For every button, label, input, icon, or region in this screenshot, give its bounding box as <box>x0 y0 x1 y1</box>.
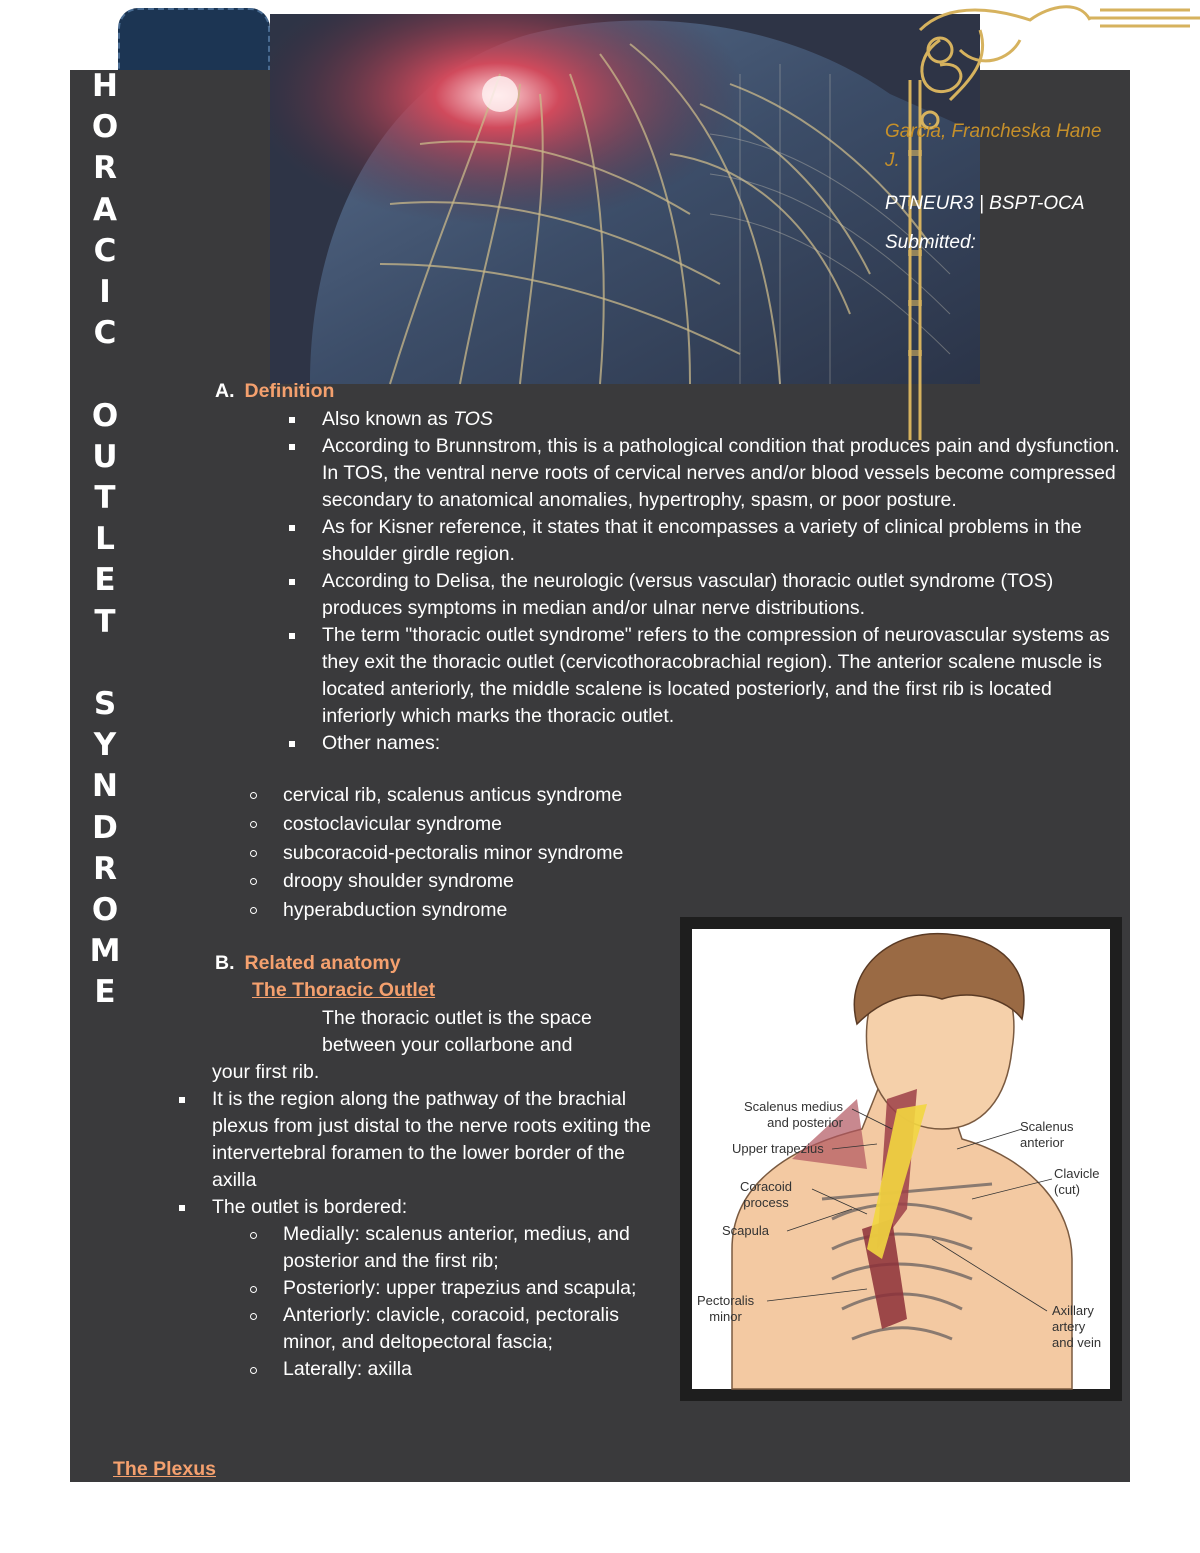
thoracic-outlet-illustration <box>692 929 1110 1389</box>
author-block <box>885 117 1110 240</box>
author-name: Garcia, Francheska Hane J. <box>885 121 1102 171</box>
border-item: Posteriorly: upper trapezius and scapula; <box>283 1275 653 1302</box>
other-name-item: droopy shoulder syndrome <box>283 867 703 896</box>
thoracic-outlet-subheading: The Thoracic Outlet <box>252 979 436 1001</box>
definition-item: According to Delisa, the neurologic (versus vascular) thoracic outlet syndrome (TOS) produces symptoms in median and/or ulnar nerve distributions. <box>322 568 1127 622</box>
outlet-region-item: It is the region along the pathway of the brachial plexus from just distal to the nerve roots exiting the intervertebral foramen to the lower border of the axilla <box>212 1086 652 1194</box>
label-scalenus-medius: Scalenus medius and posterior <box>744 1099 843 1130</box>
section-b-letter: B. <box>215 952 235 974</box>
label-clavicle: Clavicle (cut) <box>1054 1166 1100 1197</box>
label-axillary: Axillary artery and vein <box>1052 1303 1102 1350</box>
section-a-heading <box>215 380 334 403</box>
definition-item: Other names: <box>322 730 1127 757</box>
label-scapula: Scapula <box>722 1223 769 1238</box>
outlet-line: The thoracic outlet is the space <box>322 1007 592 1029</box>
section-a-title: Definition <box>244 380 335 402</box>
figure-canvas <box>692 929 1110 1389</box>
border-item: Medially: scalenus anterior, medius, and posterior and the first rib; <box>283 1221 653 1275</box>
label-pectoralis-minor: Pectoralis minor <box>697 1293 755 1324</box>
label-upper-trapezius: Upper trapezius <box>732 1141 824 1156</box>
border-item: Laterally: axilla <box>283 1356 653 1383</box>
hero-nerve-illustration <box>270 14 980 384</box>
section-b-title: Related anatomy <box>244 952 401 974</box>
outlet-bordered-item: The outlet is bordered: <box>212 1194 652 1221</box>
submitted-label <box>885 228 1110 240</box>
definition-item: The term "thoracic outlet syndrome" refers to the compression of neurovascular systems as they exit the thoracic outlet (cervicothoracobrachial region). The anterior scalene muscle is located anteriorly, the middle scalene is located posteriorly, and the first rib is located inferiorly which marks the thoracic outlet. <box>322 622 1127 730</box>
other-name-item: subcoracoid-pectoralis minor syndrome <box>283 839 703 868</box>
other-name-item: hyperabduction syndrome <box>283 896 703 925</box>
outlet-line: between your collarbone and <box>322 1034 573 1056</box>
plexus-heading: The Plexus <box>113 1458 216 1480</box>
definition-item: Also known as TOS <box>322 406 1127 433</box>
definition-list <box>322 406 1127 757</box>
label-scalenus-anterior: Scalenus anterior <box>1020 1119 1074 1150</box>
outlet-definition <box>322 1005 682 1059</box>
section-a-letter: A. <box>215 380 235 402</box>
label-coracoid: Coracoid process <box>740 1179 793 1210</box>
vertical-document-title: H O R A C I C O U T L E T S Y N D R O M E <box>89 68 121 1011</box>
border-item: Anteriorly: clavicle, coracoid, pectoralis minor, and deltopectoral fascia; <box>283 1302 653 1356</box>
definition-item: As for Kisner reference, it states that it encompasses a variety of clinical problems in the shoulder girdle region. <box>322 514 1127 568</box>
section-b-heading <box>215 952 401 975</box>
other-names-list <box>283 781 703 925</box>
other-name-item: cervical rib, scalenus anticus syndrome <box>283 781 703 810</box>
thoracic-outlet-figure <box>680 917 1122 1401</box>
course-code: PTNEUR3 | BSPT-OCA <box>885 193 1085 214</box>
other-name-item: costoclavicular syndrome <box>283 810 703 839</box>
definition-item: According to Brunnstrom, this is a pathological condition that produces pain and dysfunction. In TOS, the ventral nerve roots of cervical nerves and/or blood vessels become compressed secondary to anatomical anomalies, hypertrophy, spasm, or poor posture. <box>322 433 1127 514</box>
decorative-tab-band <box>118 8 270 78</box>
outlet-line-continued: your first rib. <box>212 1061 320 1083</box>
outlet-description-list <box>212 1086 652 1221</box>
borders-list <box>283 1221 653 1383</box>
